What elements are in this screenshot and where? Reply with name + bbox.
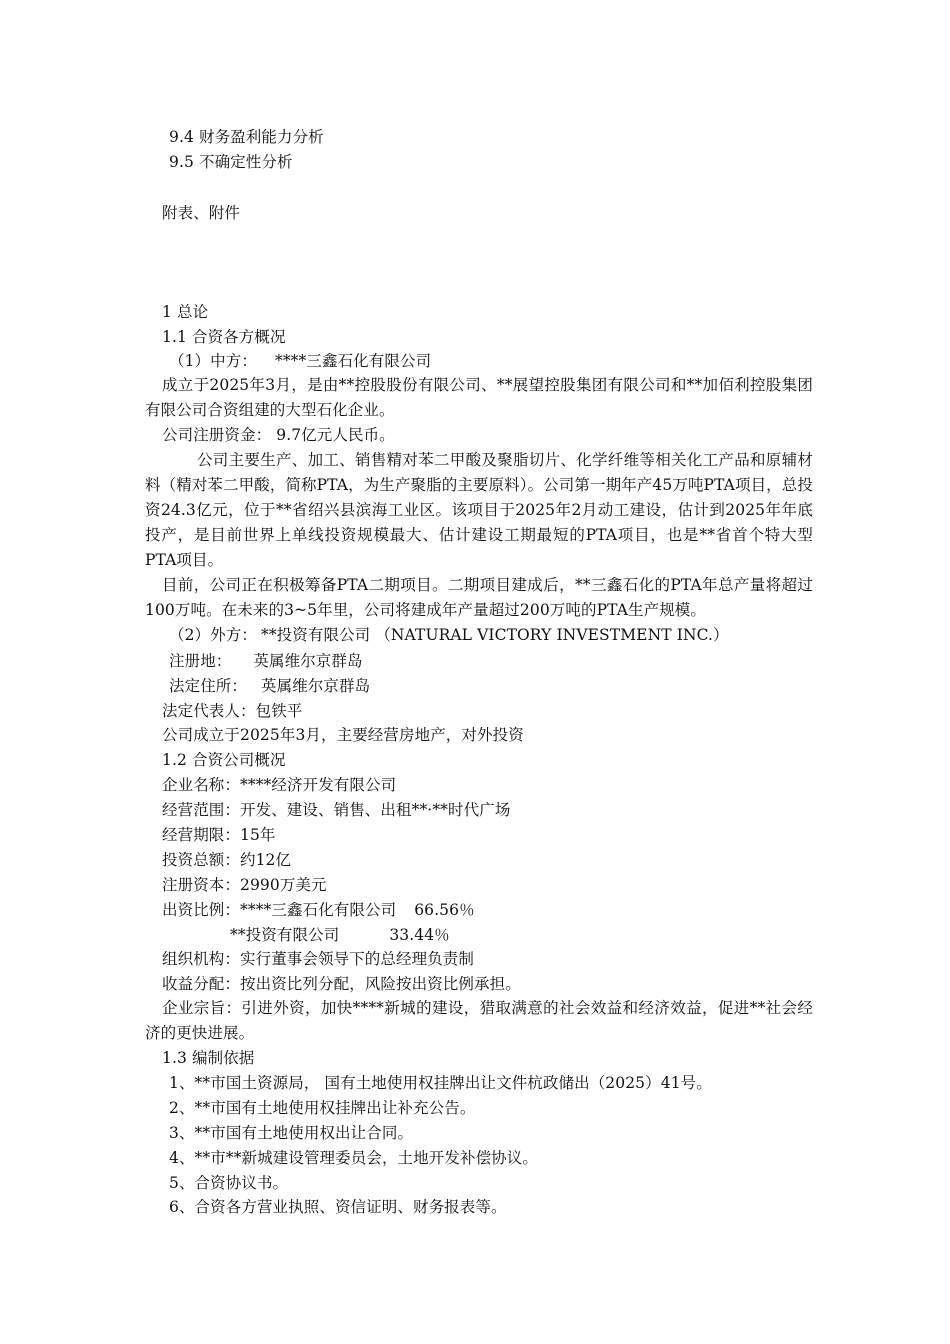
registered-capital-usd: 注册资本：2990万美元 [162,876,327,894]
basis-item-1: 1、**市国土资源局， 国有土地使用权挂牌出让文件杭政储出（2025）41号。 [169,1074,712,1092]
organization: 组织机构：实行董事会领导下的总经理负责制 [162,950,475,968]
section-title: 1 总论 [162,303,209,321]
business-term: 经营期限：15年 [162,826,276,844]
ratio-line-2 [230,925,450,945]
toc-item-9-5: 9.5 不确定性分析 [169,153,293,171]
legal-address-line [169,676,370,696]
ratio-line-1 [162,900,475,920]
basis-item-3: 3、**市国有土地使用权出让合同。 [169,1124,414,1142]
toc-appendix: 附表、附件 [162,204,241,222]
heading-1-2: 1.2 合资公司概况 [162,751,286,769]
heading-1-1: 1.1 合资各方概况 [162,328,286,346]
reg-place-line [169,651,363,671]
ratio-value-1: 66.56％ [414,901,475,919]
ratio-party-2: **投资有限公司 [230,926,340,944]
para-current: 目前，公司正在积极筹备PTA二期项目。二期项目建成后，**三鑫石化的PTA年总产量将超过100万吨。在未来的3~5年里，公司将建成年产量超过200万吨的PTA生产规模。 [145,576,813,619]
foreign-established: 公司成立于2025年3月，主要经营房地产，对外投资 [162,726,524,744]
ratio-label: 出资比例：****三鑫石化有限公司 [162,901,397,919]
para-established: 成立于2025年3月，是由**控股股份有限公司、**展望控股集团有限公司和**加佰利控股集团有限公司合资组建的大型石化企业。 [145,376,813,419]
business-scope: 经营范围：开发、建设、销售、出租**·**时代广场 [162,801,511,819]
para-business: 公司主要生产、加工、销售精对苯二甲酸及聚脂切片、化学纤维等相关化工产品和原辅材料（精对苯二甲酸，简称PTA，为生产聚脂的主要原料）。公司第一期年产45万吨PTA项目，总投资24.3亿元，位于**省绍兴县滨海工业区。该项目于2025年2月动工建设，估计到2025年年底投产，是目前世界上单线投资规模最大、估计建设工期最短的PTA项目，也是**省首个特大型PTA项目。 [145,451,813,569]
company-name: 企业名称：****经济开发有限公司 [162,776,397,794]
chinese-party-name: ****三鑫石化有限公司 [274,352,432,370]
total-investment: 投资总额：约12亿 [162,851,292,869]
reg-place-value: 英属维尔京群岛 [253,652,363,670]
basis-item-5: 5、合资协议书。 [169,1174,289,1192]
enterprise-purpose: 企业宗旨：引进外资，加快****新城的建设，猎取满意的社会效益和经济效益，促进**社会经济的更快进展。 [145,999,813,1042]
toc-item-9-4: 9.4 财务盈利能力分析 [169,128,324,146]
basis-item-6: 6、合资各方营业执照、资信证明、财务报表等。 [169,1198,507,1216]
chinese-party-line [169,351,431,371]
heading-1-3: 1.3 编制依据 [162,1049,255,1067]
legal-representative: 法定代表人：包铁平 [162,702,303,720]
foreign-party-line [169,625,729,645]
profit-distribution: 收益分配：按出资比列分配，风险按出资比例承担。 [162,975,521,993]
legal-address-value: 英属维尔京群岛 [261,677,371,695]
ratio-value-2: 33.44％ [389,926,450,944]
chinese-party-label: （1）中方： [169,352,257,370]
basis-item-4: 4、**市**新城建设管理委员会，土地开发补偿协议。 [169,1149,538,1167]
foreign-party-label: （2）外方： [169,626,257,644]
basis-item-2: 2、**市国有土地使用权挂牌出让补充公告。 [169,1099,476,1117]
registered-capital-line: 公司注册资金： 9.7亿元人民币。 [162,426,395,444]
reg-place-label: 注册地： [169,652,232,670]
legal-address-label: 法定住所： [169,677,248,695]
foreign-party-name: **投资有限公司 （NATURAL VICTORY INVESTMENT INC.） [260,626,729,644]
